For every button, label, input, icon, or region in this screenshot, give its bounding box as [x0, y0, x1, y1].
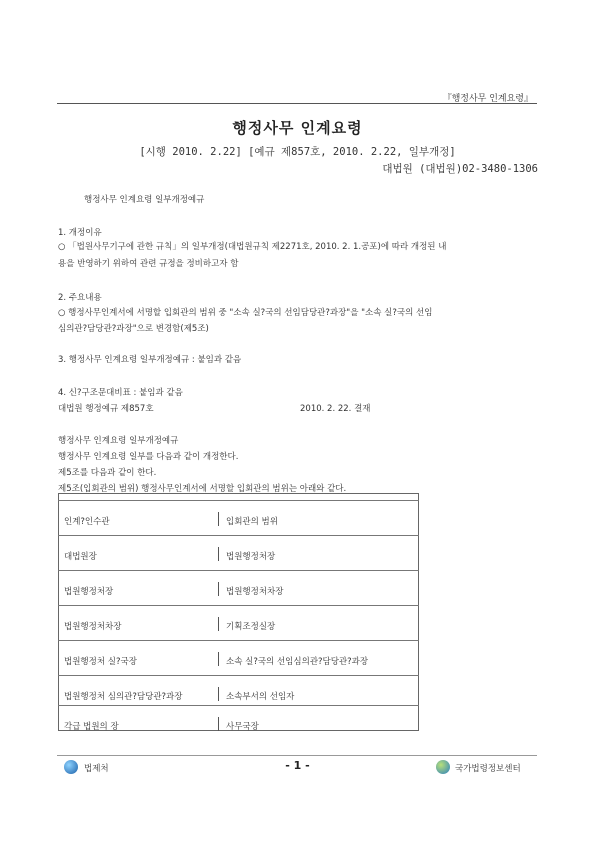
table-row: [58, 705, 419, 740]
table-row: [58, 500, 419, 535]
table-cell-witness: 사무국장: [226, 722, 259, 732]
amendment-title: 행정사무 인계요령 일부개정예규: [58, 436, 179, 446]
intro-text: 행정사무 인계요령 일부개정예규: [84, 195, 205, 205]
table-cell-role: 법원행정처 실?국장: [64, 657, 137, 667]
table-cell-role: 법원행정처차장: [64, 622, 122, 632]
table-cell-role: 인계?인수관: [64, 517, 110, 527]
globe-logo-icon: [436, 760, 450, 774]
table-cell-witness: 기획조정실장: [226, 622, 276, 632]
section-1-line-1: ○ 「법원사무기구에 관한 규칙」의 일부개정(대법원규칙 제2271호, 2010. 2. 1.공포)에 따라 개정된 내: [58, 242, 447, 252]
table-cell-role: 법원행정처장: [64, 587, 114, 597]
article-instruction: 제5조를 다음과 같이 한다.: [58, 468, 157, 478]
table-cell-role: 각급 법원의 장: [64, 722, 119, 732]
section-3: 3. 행정사무 인계요령 일부개정예규 : 붙임과 같음: [58, 355, 242, 365]
section-1-heading: 1. 개정이유: [58, 228, 102, 238]
document-subtitle: [시행 2010. 2.22] [예규 제857호, 2010. 2.22, 일부개정]: [139, 146, 456, 158]
running-header: 『행정사무 인계요령』: [442, 94, 533, 104]
section-2-line-1: ○ 행정사무인계서에 서명할 입회관의 범위 중 "소속 실?국의 선임담당관?과장"을 "소속 실?국의 선임: [58, 308, 433, 318]
section-4-decree-number: 대법원 행정예규 제857호: [58, 404, 154, 414]
footer-publisher: 법제처: [84, 764, 109, 774]
table-cell-witness: 법원행정처장: [226, 552, 276, 562]
table-row: [58, 605, 419, 640]
section-1-line-2: 용을 반영하기 위하여 관련 규정을 정비하고자 함: [58, 259, 239, 269]
table-cell-role: 대법원장: [64, 552, 97, 562]
table-cell-witness: 소속 실?국의 선임심의관?담당관?과장: [226, 657, 369, 667]
section-4-heading: 4. 신?구조문대비표 : 붙임과 같음: [58, 388, 183, 398]
section-4-approval-date: 2010. 2. 22. 결재: [300, 404, 371, 414]
header-divider: [57, 103, 537, 104]
amendment-statement: 행정사무 인계요령 일부를 다음과 같이 개정한다.: [58, 452, 239, 462]
footer-center-name: 국가법령정보센터: [455, 764, 521, 774]
table-cell-witness: 법원행정처차장: [226, 587, 284, 597]
table-cell-role: 법원행정처 심의관?담당관?과장: [64, 692, 183, 702]
section-2-line-2: 심의관?담당관?과장"으로 변경함(제5조): [58, 324, 209, 334]
table-cell-witness: 입회관의 범위: [226, 517, 278, 527]
table-row: [58, 640, 419, 675]
table-cell-witness: 소속부서의 선임자: [226, 692, 295, 702]
article-5-text: 제5조(입회관의 범위) 행정사무인계서에 서명할 입회관의 범위는 아래와 같다.: [58, 484, 347, 494]
footer-divider: [57, 755, 537, 756]
table-row: [58, 570, 419, 605]
issuing-organization: 대법원 (대법원)02-3480-1306: [382, 163, 538, 175]
section-2-heading: 2. 주요내용: [58, 293, 102, 303]
table-row: [58, 535, 419, 570]
document-title: 행정사무 인계요령: [232, 119, 363, 137]
page-number: - 1 -: [285, 759, 310, 772]
